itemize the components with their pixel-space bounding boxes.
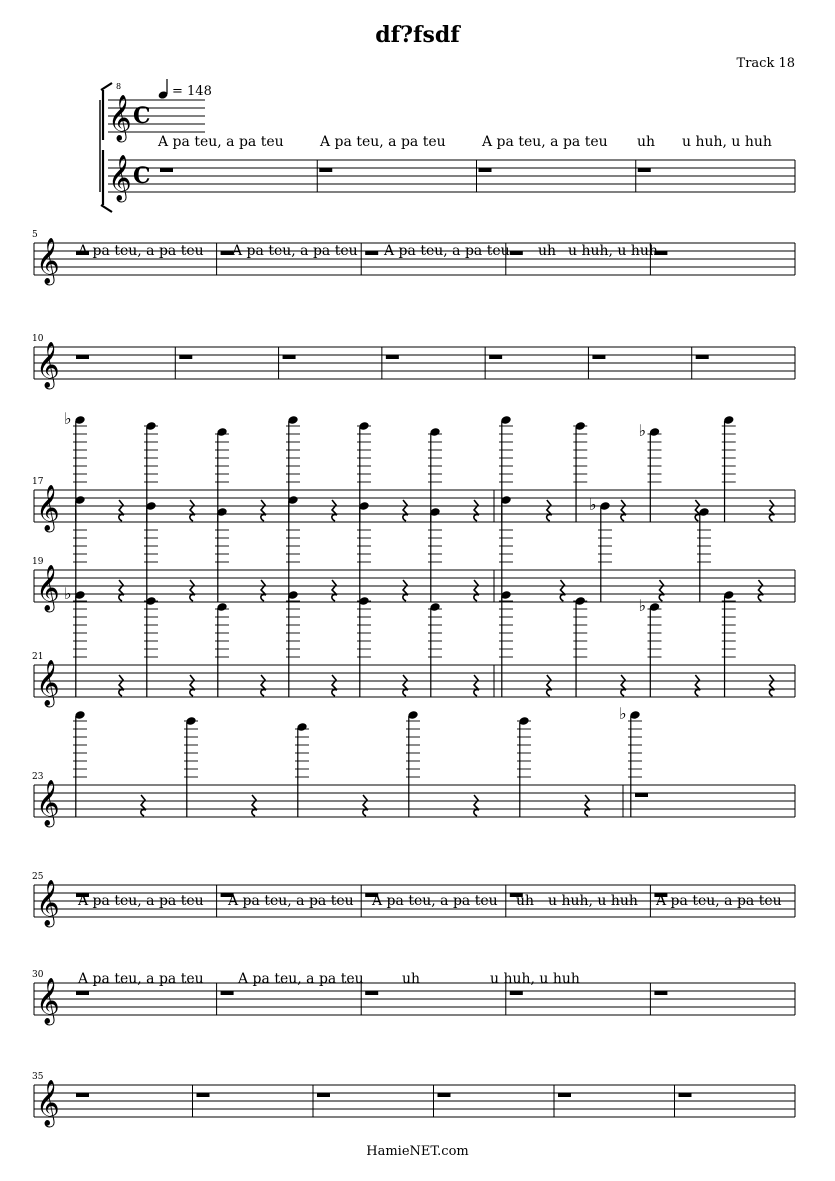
whole-rest — [558, 1093, 571, 1097]
flat-accidental: ♭ — [619, 704, 627, 723]
lyric-syllable: u huh, u huh — [568, 243, 658, 259]
quarter-rest — [332, 675, 337, 696]
system-10 — [32, 1072, 795, 1128]
lyric-syllable: A pa teu, a pa teu — [78, 243, 204, 259]
whole-rest — [197, 1093, 210, 1097]
score-title: df?fsdf — [375, 22, 460, 48]
treble-clef-icon: 𝄞 — [108, 95, 132, 141]
lyric-syllable: A pa teu, a pa teu — [320, 134, 446, 150]
treble-clef-icon: 𝄞 — [36, 565, 60, 611]
time-signature: C — [133, 163, 151, 189]
whole-rest — [654, 991, 667, 995]
lyric-syllable: A pa teu, a pa teu — [232, 243, 358, 259]
flat-accidental: ♭ — [64, 409, 72, 428]
whole-rest — [319, 168, 332, 172]
quarter-rest — [585, 795, 590, 816]
quarter-rest — [119, 675, 124, 696]
quarter-rest — [547, 500, 552, 521]
quarter-rest — [474, 795, 479, 816]
quarter-rest — [769, 675, 774, 696]
treble-clef-icon: 𝄞 — [36, 880, 60, 926]
whole-rest — [160, 168, 173, 172]
treble-clef-icon: 𝄞 — [36, 342, 60, 388]
lyric-syllable: A pa teu, a pa teu — [158, 134, 284, 150]
quarter-rest — [261, 580, 266, 601]
measure-number: 21 — [32, 652, 44, 662]
whole-rest — [696, 355, 709, 359]
whole-rest — [638, 168, 651, 172]
measure-number: 23 — [32, 772, 44, 782]
measure-number: 10 — [32, 334, 44, 344]
lyric-syllable: u huh, u huh — [548, 893, 638, 909]
treble-clef-icon: 𝄞 — [36, 485, 60, 531]
lyric-syllable: A pa teu, a pa teu — [78, 971, 204, 987]
quarter-rest — [403, 675, 408, 696]
quarter-rest — [547, 675, 552, 696]
lyric-syllable: uh — [637, 134, 656, 150]
lyric-syllable: uh — [516, 893, 535, 909]
quarter-rest — [332, 500, 337, 521]
quarter-rest — [403, 580, 408, 601]
quarter-rest — [141, 795, 146, 816]
whole-rest — [479, 168, 492, 172]
whole-rest — [635, 793, 648, 797]
system-6 — [32, 584, 795, 708]
tempo-mark — [158, 79, 212, 100]
treble-clef-icon: 𝄞 — [36, 660, 60, 706]
lyric-syllable: u huh, u huh — [682, 134, 772, 150]
treble-clef-icon: 𝄞 — [108, 155, 132, 201]
quarter-rest — [621, 675, 626, 696]
track-label: Track 18 — [736, 56, 795, 71]
time-signature: C — [133, 103, 151, 129]
quarter-rest — [758, 580, 763, 601]
whole-rest — [510, 991, 523, 995]
treble-clef-icon: 𝄞 — [36, 978, 60, 1024]
quarter-rest — [332, 580, 337, 601]
flat-accidental: ♭ — [589, 495, 597, 514]
measure-number: 17 — [32, 477, 44, 487]
measure-number: 19 — [32, 557, 44, 567]
whole-rest — [317, 1093, 330, 1097]
quarter-rest — [769, 500, 774, 521]
footer-credit: HamieNET.com — [366, 1144, 469, 1159]
lyric-syllable: A pa teu, a pa teu — [482, 134, 608, 150]
quarter-rest — [695, 675, 700, 696]
whole-rest — [438, 1093, 451, 1097]
lyric-syllable: A pa teu, a pa teu — [238, 971, 364, 987]
tempo-text: = 148 — [172, 84, 212, 99]
system-3 — [32, 334, 795, 390]
measure-number: 25 — [32, 872, 44, 882]
measure-number: 30 — [32, 970, 44, 980]
lyric-syllable: uh — [538, 243, 557, 259]
whole-rest — [510, 251, 523, 255]
whole-rest — [221, 991, 234, 995]
lyric-syllable: A pa teu, a pa teu — [384, 243, 510, 259]
quarter-rest — [190, 675, 195, 696]
treble-clef-icon: 𝄞 — [36, 238, 60, 284]
clef-octave-mark: 8 — [116, 82, 122, 91]
lyric-syllable: A pa teu, a pa teu — [78, 893, 204, 909]
quarter-rest — [621, 500, 626, 521]
whole-rest — [365, 251, 378, 255]
system-7 — [32, 704, 795, 828]
measure-number: 35 — [32, 1072, 44, 1082]
lyric-syllable: A pa teu, a pa teu — [656, 893, 782, 909]
quarter-rest — [119, 500, 124, 521]
system-5 — [32, 495, 795, 613]
quarter-rest — [190, 580, 195, 601]
treble-clef-icon: 𝄞 — [36, 780, 60, 826]
whole-rest — [283, 355, 296, 359]
whole-rest — [386, 355, 399, 359]
quarter-rest — [119, 580, 124, 601]
whole-rest — [76, 1093, 89, 1097]
lyric-syllable: A pa teu, a pa teu — [372, 893, 498, 909]
flat-accidental: ♭ — [638, 596, 647, 615]
quarter-rest — [252, 795, 257, 816]
quarter-rest — [659, 580, 664, 601]
quarter-rest — [261, 500, 266, 521]
lyric-syllable: uh — [402, 971, 421, 987]
whole-rest — [592, 355, 605, 359]
lyric-syllable: A pa teu, a pa teu — [228, 893, 354, 909]
whole-rest — [76, 355, 89, 359]
flat-accidental: ♭ — [64, 584, 72, 603]
quarter-rest — [261, 675, 266, 696]
whole-rest — [679, 1093, 692, 1097]
quarter-rest — [474, 580, 479, 601]
quarter-rest — [190, 500, 195, 521]
quarter-rest — [474, 500, 479, 521]
quarter-rest — [560, 580, 565, 601]
lyric-syllable: u huh, u huh — [490, 971, 580, 987]
treble-clef-icon: 𝄞 — [36, 1080, 60, 1126]
quarter-rest — [403, 500, 408, 521]
whole-rest — [365, 991, 378, 995]
whole-rest — [76, 991, 89, 995]
whole-rest — [179, 355, 192, 359]
quarter-rest — [474, 675, 479, 696]
flat-accidental: ♭ — [638, 421, 647, 440]
measure-number: 5 — [32, 230, 38, 240]
whole-rest — [489, 355, 502, 359]
quarter-rest — [363, 795, 368, 816]
